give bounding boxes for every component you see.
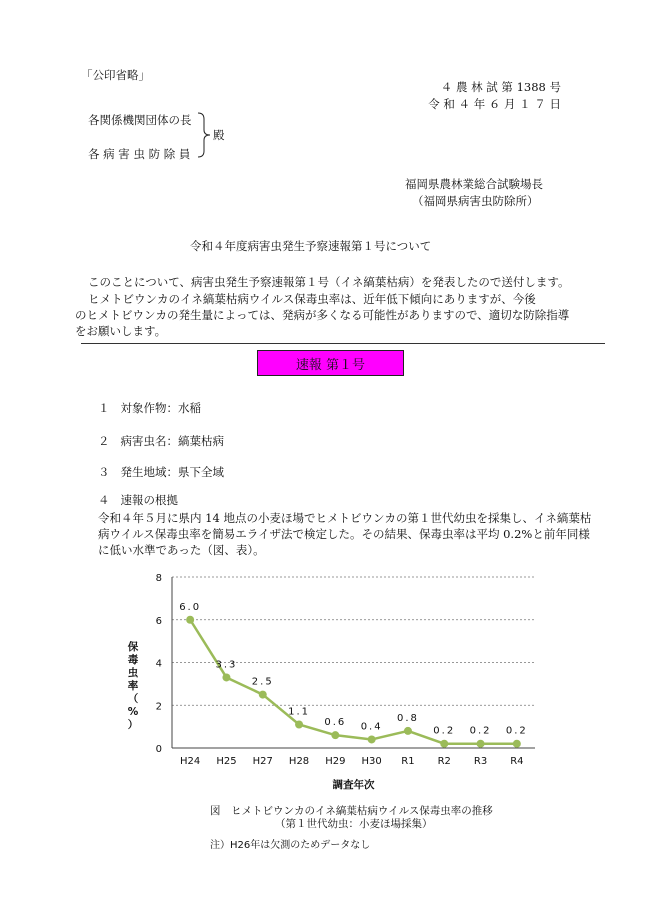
- y-tick-label: 8: [155, 573, 162, 584]
- x-tick-label: R4: [510, 756, 524, 767]
- item-number: ３: [98, 465, 110, 479]
- y-tick-label: 4: [155, 658, 162, 670]
- data-point: [259, 691, 267, 699]
- chart-grid: [172, 577, 535, 705]
- horizontal-divider: [81, 343, 605, 344]
- data-label: 0.6: [324, 717, 347, 729]
- item-number: ４: [98, 493, 110, 507]
- document-date: 令 和 ４ 年 ６ 月 １ ７ 日: [428, 97, 561, 111]
- figure-note: 注）H26年は欠測のためデータなし: [210, 840, 371, 851]
- sender-line-2: （福岡県病害虫防除所）: [412, 194, 539, 208]
- list-item-pest: [98, 433, 224, 449]
- brace-icon: [197, 112, 211, 158]
- basis-line-3: に低い水準であった（図、表）。: [98, 543, 265, 557]
- data-label: 2.5: [251, 676, 274, 688]
- data-point: [440, 740, 448, 748]
- body-line-3: のヒメトビウンカの発生量によっては、発病が多くなる可能性がありますので、適切な防除指導: [75, 308, 570, 322]
- data-label: 0.8: [396, 712, 419, 724]
- figure-caption: 図 ヒメトビウンカのイネ縞葉枯病ウイルス保毒虫率の推移: [210, 805, 493, 817]
- data-point: [404, 727, 412, 735]
- addressee-line-2: 各 病 害 虫 防 除 員: [88, 147, 191, 161]
- item-text: 病害虫名：縞葉枯病: [120, 434, 224, 448]
- item-text: 対象作物：水稲: [120, 401, 201, 415]
- data-label: 6.0: [179, 601, 202, 613]
- data-point: [186, 616, 194, 624]
- y-tick-label: 6: [155, 615, 162, 627]
- document-number: ４ 農 林 試 第 1388 号: [440, 80, 561, 94]
- x-tick-label: H24: [180, 756, 201, 767]
- bulletin-banner: [257, 350, 404, 376]
- item-text: 速報の根拠: [120, 493, 178, 507]
- x-axis-title: 調査年次: [332, 779, 375, 791]
- infection-rate-chart: [100, 565, 560, 795]
- x-tick-label: H28: [288, 756, 310, 767]
- data-label: 0.2: [469, 725, 492, 737]
- data-point: [477, 740, 485, 748]
- data-point: [331, 731, 339, 739]
- data-label: 0.2: [505, 725, 528, 737]
- data-label: 1.1: [288, 706, 311, 718]
- basis-line-1: 令和４年５月に県内 14 地点の小麦ほ場でヒメトビウンカの第１世代幼虫を採集し、イネ縞葉枯: [98, 511, 592, 525]
- subject-title: 令和４年度病害虫発生予察速報第１号について: [190, 239, 432, 253]
- y-tick-label: 2: [155, 701, 162, 713]
- x-tick-label: R3: [473, 756, 488, 767]
- data-label: 0.2: [433, 725, 456, 737]
- data-label: 3.3: [215, 659, 238, 671]
- item-number: １: [98, 401, 110, 415]
- series-line: [190, 620, 517, 744]
- chart-labels: [127, 573, 528, 791]
- list-item-crop: [98, 400, 201, 416]
- data-point: [222, 673, 230, 681]
- addressee-line-1: 各関係機関団体の長: [88, 113, 192, 127]
- seal-omitted-note: 「公印省略」: [81, 68, 150, 82]
- item-text: 発生地域：県下全域: [120, 465, 224, 479]
- y-tick-label: 0: [155, 744, 162, 755]
- x-tick-label: R1: [401, 756, 415, 767]
- x-tick-label: H30: [361, 756, 382, 767]
- figure-subcaption: （第１世代幼虫：小麦ほ場採集）: [275, 818, 433, 830]
- honorific: 殿: [213, 128, 225, 142]
- x-tick-label: R2: [437, 756, 451, 767]
- x-tick-label: H25: [216, 756, 237, 767]
- list-item-region: [98, 464, 224, 480]
- bulletin-title: 速報 第１号: [295, 357, 366, 373]
- x-tick-label: H29: [325, 756, 346, 767]
- basis-line-2: 病ウイルス保毒虫率を簡易エライザ法で検定した。その結果、保毒虫率は平均 0.2%と前年同様: [98, 527, 590, 541]
- y-axis-title: 保毒虫率（%）: [127, 641, 139, 731]
- list-item-basis: [98, 492, 178, 508]
- body-line-1: このことについて、病害虫発生予察速報第１号（イネ縞葉枯病）を発表したので送付します。: [88, 275, 570, 289]
- body-line-2: ヒメトビウンカのイネ縞葉枯病ウイルス保毒虫率は、近年低下傾向にありますが、今後: [88, 292, 536, 306]
- data-point: [295, 720, 303, 728]
- sender-line-1: 福岡県農林業総合試験場長: [405, 177, 543, 191]
- data-label: 0.4: [360, 721, 383, 733]
- data-point: [368, 735, 376, 743]
- item-number: ２: [98, 434, 110, 448]
- data-point: [513, 740, 521, 748]
- x-tick-label: H27: [252, 756, 273, 767]
- body-line-4: をお願いします。: [75, 324, 167, 338]
